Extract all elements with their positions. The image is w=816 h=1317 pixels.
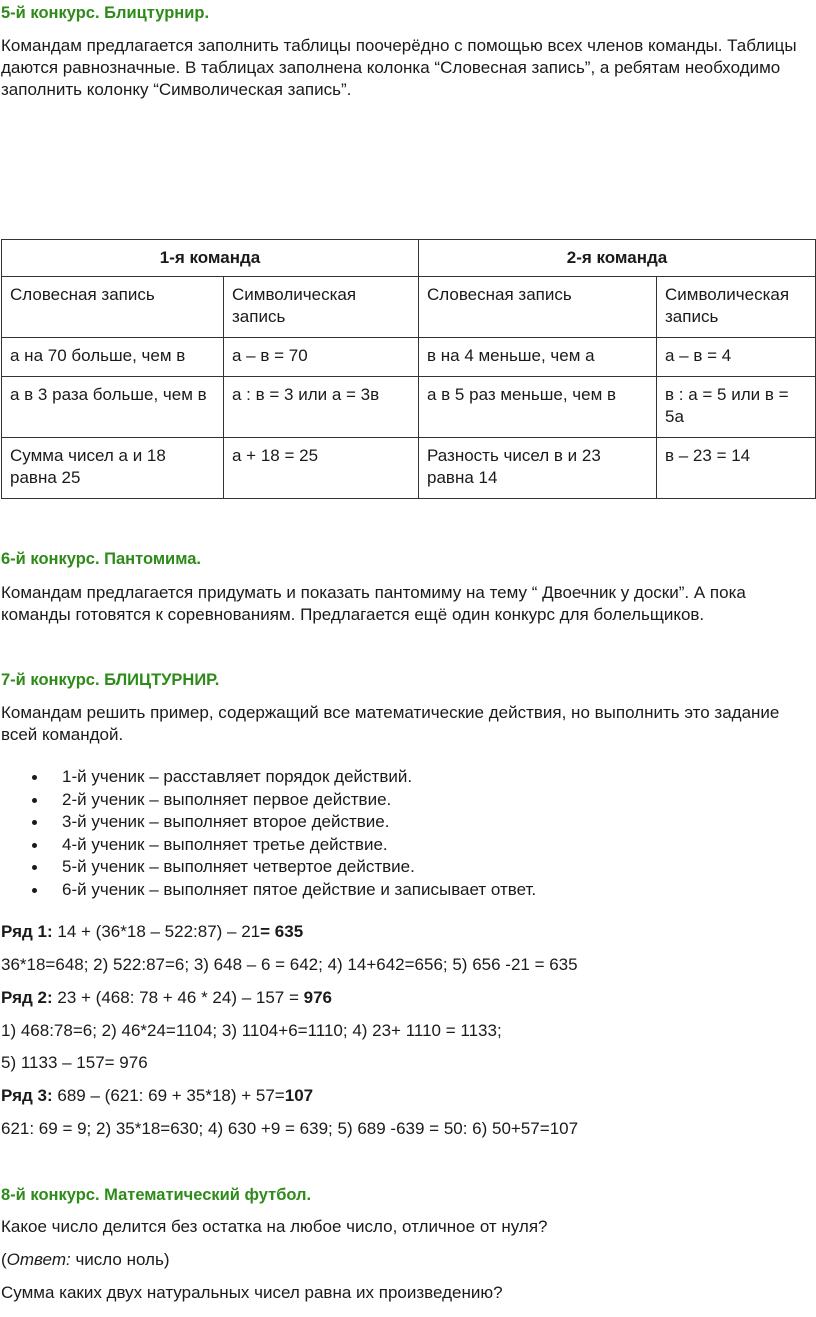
- bullet-icon: [32, 820, 37, 825]
- table-cell: Сумма чисел а и 18 равна 25: [2, 438, 224, 499]
- bullet-icon: [32, 865, 37, 870]
- row2-solution-b: 5) 1133 – 157= 976: [1, 1053, 148, 1072]
- col-symbolic-header: Символическая запись: [224, 277, 419, 338]
- row3-label: Ряд 3:: [1, 1086, 53, 1105]
- table-row: [2, 338, 816, 377]
- table-cell: а в 5 раз меньше, чем в: [419, 377, 657, 438]
- contest6-heading: 6-й конкурс. Пантомима.: [1, 550, 201, 568]
- question-2: Сумма каких двух натуральных чисел равна их произведению?: [1, 1283, 503, 1302]
- col-symbolic-header: Символическая запись: [657, 277, 816, 338]
- table-cell: в на 4 меньше, чем а: [419, 338, 657, 377]
- table-row: [2, 377, 816, 438]
- contest7-text: Командам решить пример, содержащий все математические действия, но выполнить это задание всей командой.: [1, 703, 780, 744]
- contest8-heading: 8-й конкурс. Математический футбол.: [1, 1186, 312, 1204]
- row1-answer: = 635: [260, 922, 304, 941]
- table-cell: в : а = 5 или в = 5а: [657, 377, 816, 438]
- row1-solution: 36*18=648; 2) 522:87=6; 3) 648 – 6 = 642; 4) 14+642=656; 5) 656 -21 = 635: [1, 955, 578, 974]
- list-item: 5-й ученик – выполняет четвертое действие.: [30, 856, 536, 879]
- table-cell: а – в = 4: [657, 338, 816, 377]
- answer-1: (Ответ: число ноль): [1, 1250, 170, 1269]
- row2-task: [1, 987, 332, 1009]
- contest5-heading: 5-й конкурс. Блицтурнир.: [1, 4, 210, 22]
- contest5-intro: Командам предлагается заполнить таблицы поочерёдно с помощью всех членов команды. Таблицы даются равнозначные. В таблицах заполнена колонка “Словесная запись”, а ребятам необходимо заполнить колонку “Символическая запись”.: [1, 36, 797, 99]
- row2-answer: 976: [303, 988, 332, 1007]
- bullet-icon: [32, 843, 37, 848]
- list-item: 4-й ученик – выполняет третье действие.: [30, 834, 536, 857]
- col-verbal-header: Словесная запись: [2, 277, 224, 338]
- steps-list: [30, 766, 536, 901]
- row3-expression: 689 – (621: 69 + 35*18) + 57=: [52, 1086, 285, 1105]
- team2-header: 2-я команда: [419, 240, 816, 277]
- row2-solution-a: 1) 468:78=6; 2) 46*24=1104; 3) 1104+6=1110; 4) 23+ 1110 = 1133;: [1, 1021, 502, 1040]
- table-cell: а + 18 = 25: [224, 438, 419, 499]
- row3-task: [1, 1085, 313, 1107]
- table-cell: а на 70 больше, чем в: [2, 338, 224, 377]
- row3-solution: 621: 69 = 9; 2) 35*18=630; 4) 630 +9 = 639; 5) 689 -639 = 50: 6) 50+57=107: [1, 1119, 579, 1138]
- col-verbal-header: Словесная запись: [419, 277, 657, 338]
- bullet-icon: [32, 775, 37, 780]
- contest7-heading: 7-й конкурс. БЛИЦТУРНИР.: [1, 671, 220, 689]
- table-row: [2, 438, 816, 499]
- row3-answer: 107: [284, 1086, 314, 1105]
- team1-header: 1-я команда: [2, 240, 419, 277]
- list-item: 2-й ученик – выполняет первое действие.: [30, 789, 536, 812]
- list-item: 3-й ученик – выполняет второе действие.: [30, 811, 536, 834]
- row2-expression: 23 + (468: 78 + 46 * 24) – 157 =: [52, 988, 304, 1007]
- answer-label: Ответ:: [6, 1250, 71, 1269]
- table-cell: в – 23 = 14: [657, 438, 816, 499]
- list-item: 6-й ученик – выполняет пятое действие и записывает ответ.: [30, 879, 536, 902]
- bullet-icon: [32, 798, 37, 803]
- row1-expression: 14 + (36*18 – 522:87) – 21: [52, 922, 261, 941]
- table-cell: а – в = 70: [224, 338, 419, 377]
- bullet-icon: [32, 888, 37, 893]
- question-1: Какое число делится без остатка на любое число, отличное от нуля?: [1, 1217, 548, 1236]
- contest6-text: Командам предлагается придумать и показать пантомиму на тему “ Двоечник у доски”. А пока команды готовятся к соревнованиям. Предлагается ещё один конкурс для болельщиков.: [1, 583, 746, 624]
- row2-label: Ряд 2:: [1, 988, 53, 1007]
- row1-task: [1, 921, 303, 943]
- table-cell: а в 3 раза больше, чем в: [2, 377, 224, 438]
- row1-label: Ряд 1:: [1, 922, 53, 941]
- contest5-table: [1, 239, 816, 499]
- table-cell: а : в = 3 или а = 3в: [224, 377, 419, 438]
- list-item: 1-й ученик – расставляет порядок действий.: [30, 766, 536, 789]
- table-cell: Разность чисел в и 23 равна 14: [419, 438, 657, 499]
